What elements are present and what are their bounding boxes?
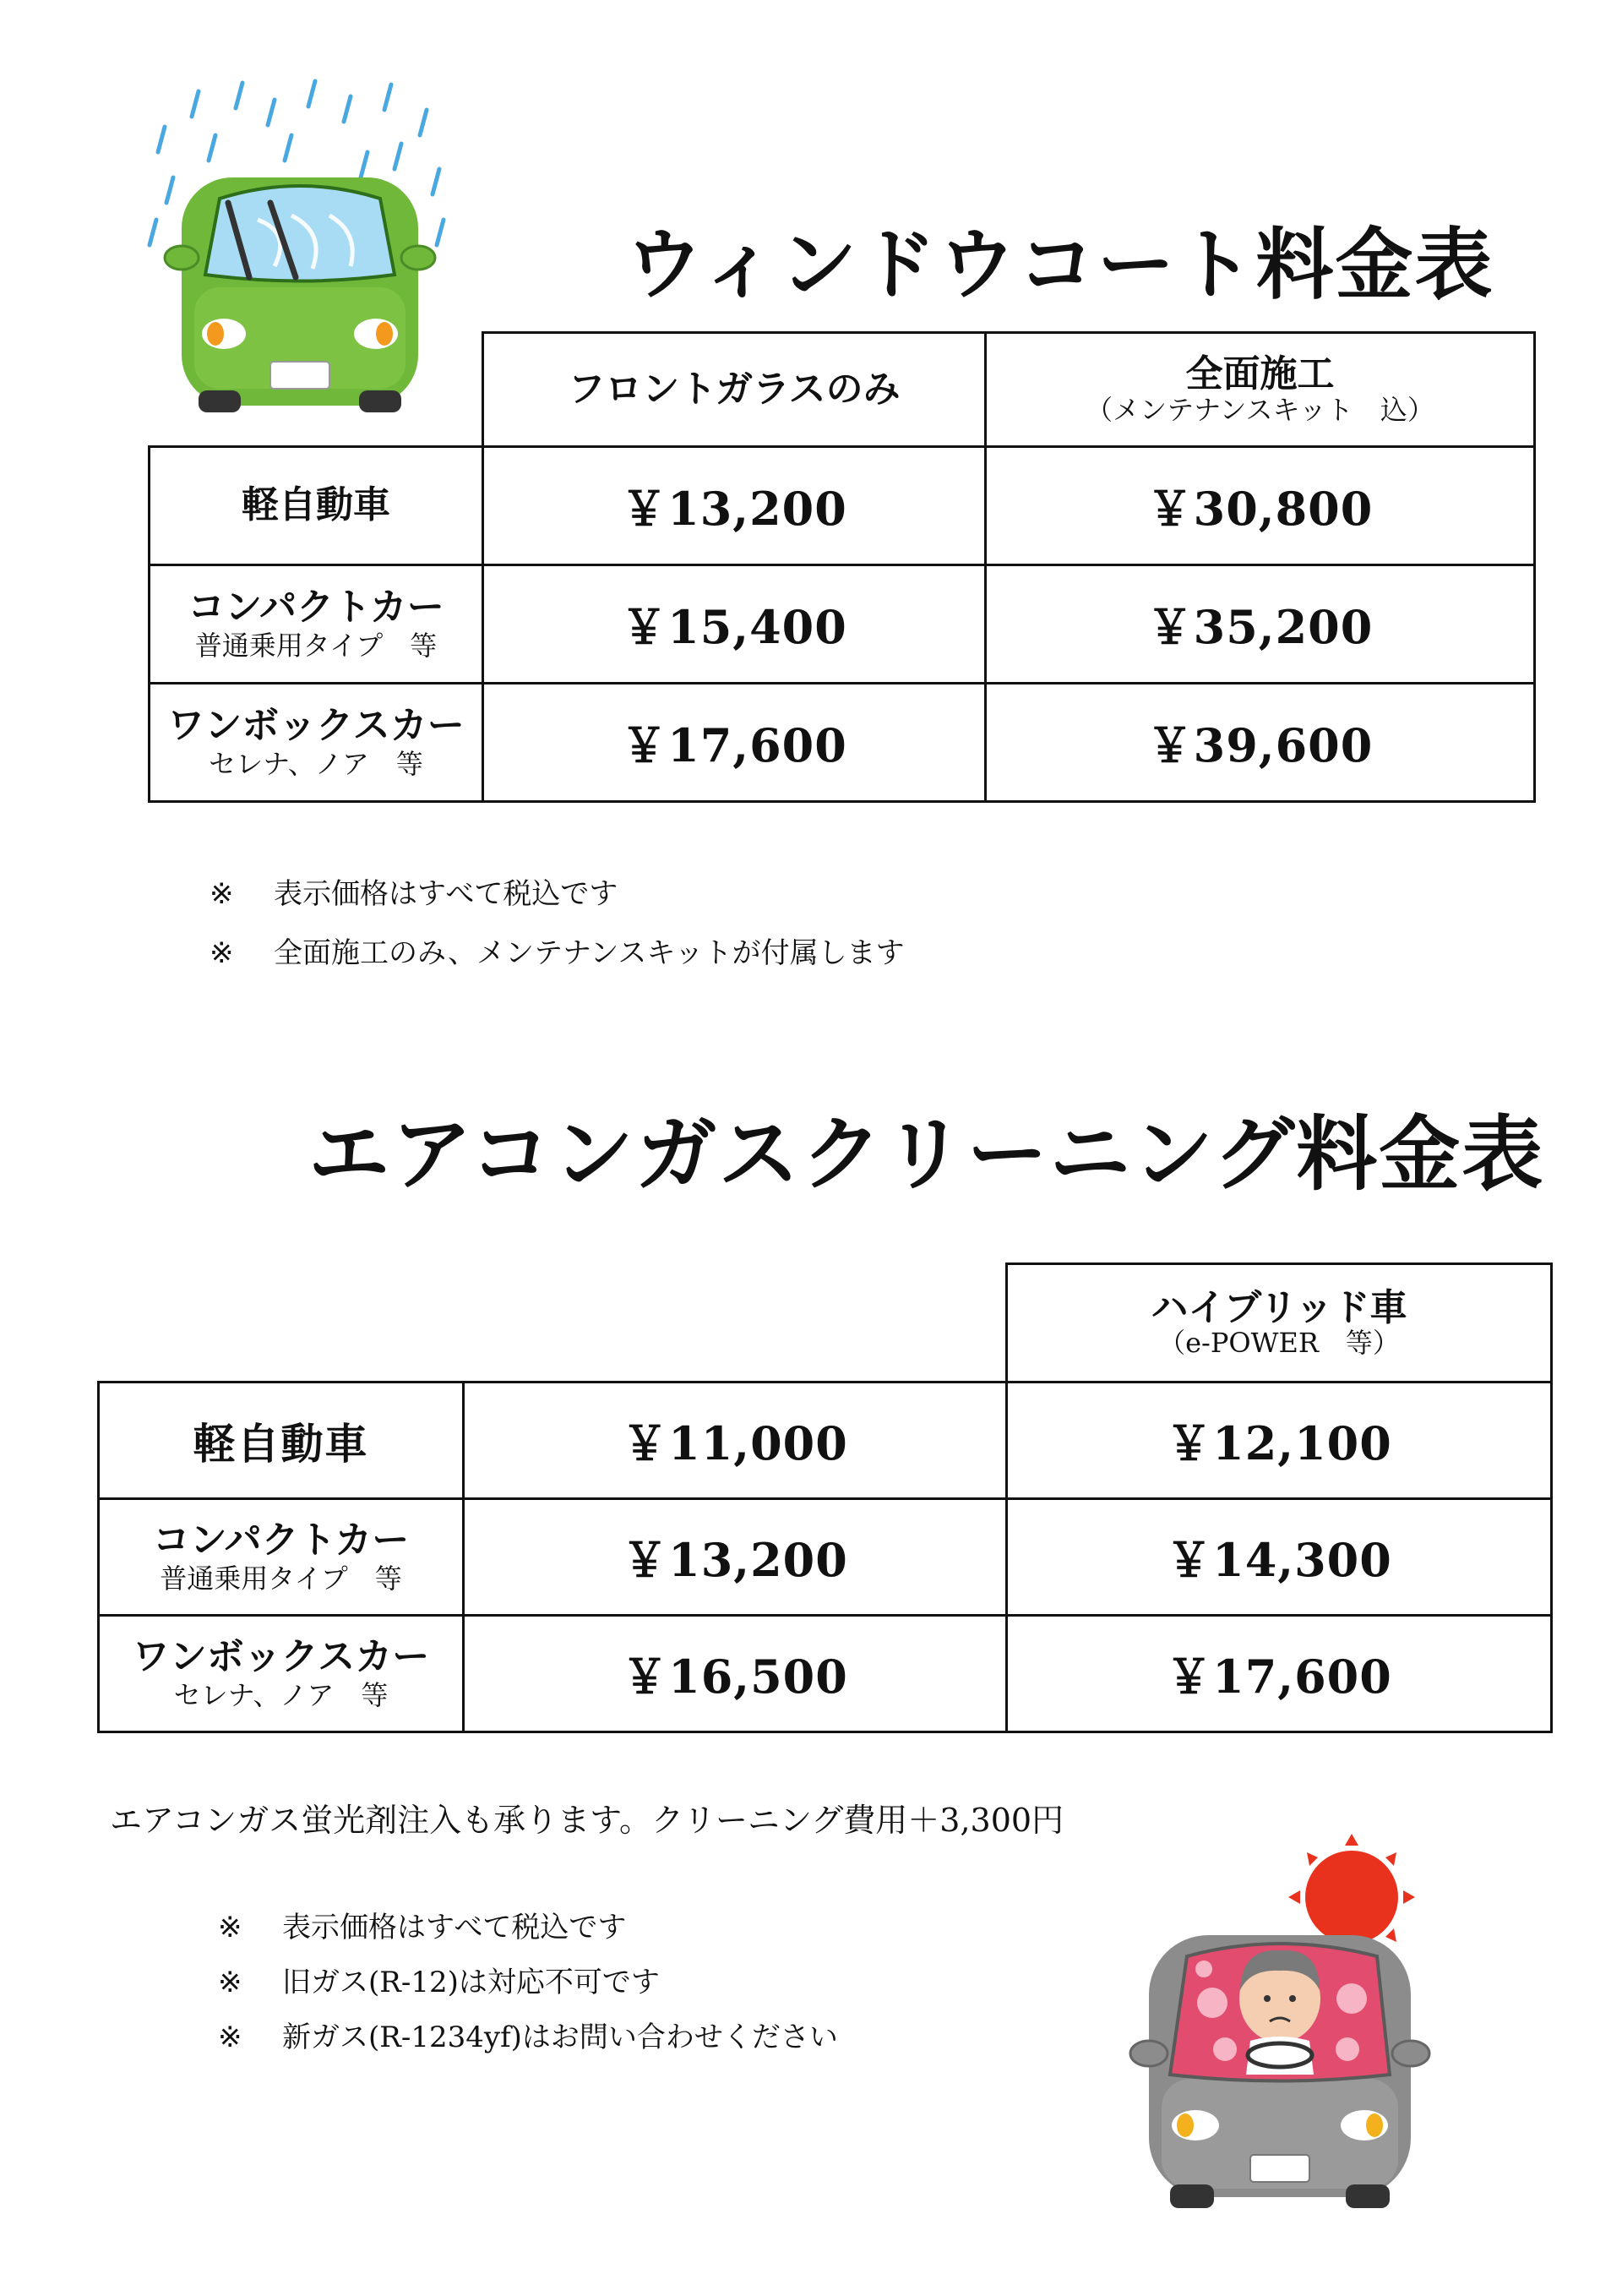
price-cell: ￥13,200 (464, 1499, 1007, 1616)
row-label-main: 軽自動車 (193, 1418, 369, 1469)
column-header (483, 333, 986, 447)
row-label-main: 軽自動車 (242, 483, 390, 527)
row-label-sub: 普通乗用タイプ 等 (160, 1562, 402, 1595)
table-row (150, 565, 1535, 684)
note-mark: ※ (210, 936, 234, 970)
price-cell: ￥17,600 (483, 684, 986, 802)
column-header (1007, 1264, 1552, 1383)
row-label-sub: セレナ、ノア 等 (209, 747, 423, 780)
row-label (99, 1616, 464, 1732)
price-cell: ￥35,200 (986, 565, 1535, 684)
price-cell: ￥14,300 (1007, 1499, 1552, 1616)
column-header-label: ハイブリッド車 (1151, 1285, 1407, 1329)
note-text: 新ガス(R-1234yf)はお問い合わせください (282, 2021, 838, 2054)
hot-car-driver-icon (1132, 1834, 1453, 2214)
column-header-label: 全面施工 (1185, 352, 1335, 396)
row-label (99, 1499, 464, 1616)
price-cell: ￥12,100 (1007, 1383, 1552, 1499)
column-header (986, 333, 1535, 447)
table-row (99, 1616, 1552, 1732)
price-cell: ￥13,200 (483, 447, 986, 565)
extra-note: エアコンガス蛍光剤注入も承ります。クリーニング費用＋3,300円 (110, 1802, 1064, 1839)
table-row (99, 1383, 1552, 1499)
note-text: 旧ガス(R-12)は対応不可です (282, 1966, 660, 1999)
column-header-sublabel: （メンテナンスキット 込） (1086, 393, 1434, 426)
table-corner (150, 333, 483, 447)
table-row (150, 684, 1535, 802)
note-text: 表示価格はすべて税込です (282, 1911, 627, 1944)
price-cell: ￥16,500 (464, 1616, 1007, 1732)
column-header-sublabel: （e-POWER 等） (1158, 1327, 1400, 1360)
aircon-price-table (97, 1263, 1553, 1733)
row-label-sub: 普通乗用タイプ 等 (194, 629, 438, 662)
row-label-main: ワンボックスカー (167, 704, 465, 747)
price-cell: ￥30,800 (986, 447, 1535, 565)
column-header-empty (464, 1264, 1007, 1383)
row-label (150, 447, 483, 565)
column-header-label: フロントガラスのみ (568, 367, 901, 411)
table-row (99, 1499, 1552, 1616)
note-text: 全面施工のみ、メンテナンスキットが付属します (274, 936, 905, 970)
table-header-row (99, 1264, 1552, 1383)
row-label-main: ワンボックスカー (132, 1635, 430, 1678)
row-label (150, 684, 483, 802)
price-cell: ￥11,000 (464, 1383, 1007, 1499)
table-corner (99, 1264, 464, 1383)
row-label (150, 565, 483, 684)
row-label-main: コンパクトカー (188, 586, 444, 629)
window-coat-price-table (148, 331, 1536, 803)
price-cell: ￥17,600 (1007, 1616, 1552, 1732)
aircon-title: エアコンガスクリーニング料金表 (308, 1106, 1545, 1202)
row-label (99, 1383, 464, 1499)
table-row (150, 447, 1535, 565)
note-line (218, 1904, 626, 1945)
note-line (210, 930, 905, 971)
row-label-sub: セレナ、ノア 等 (173, 1678, 389, 1711)
price-cell: ￥39,600 (986, 684, 1535, 802)
note-mark: ※ (218, 2021, 242, 2054)
note-mark: ※ (218, 1911, 242, 1944)
note-line (210, 870, 618, 912)
window-coat-title: ウィンドウコート料金表 (625, 219, 1494, 310)
note-mark: ※ (210, 877, 234, 911)
row-label-main: コンパクトカー (152, 1519, 410, 1562)
table-header-row (150, 333, 1535, 447)
note-mark: ※ (218, 1966, 242, 1999)
note-line (218, 2014, 838, 2055)
note-line (218, 1959, 660, 2000)
note-text: 表示価格はすべて税込です (274, 877, 618, 911)
price-cell: ￥15,400 (483, 565, 986, 684)
